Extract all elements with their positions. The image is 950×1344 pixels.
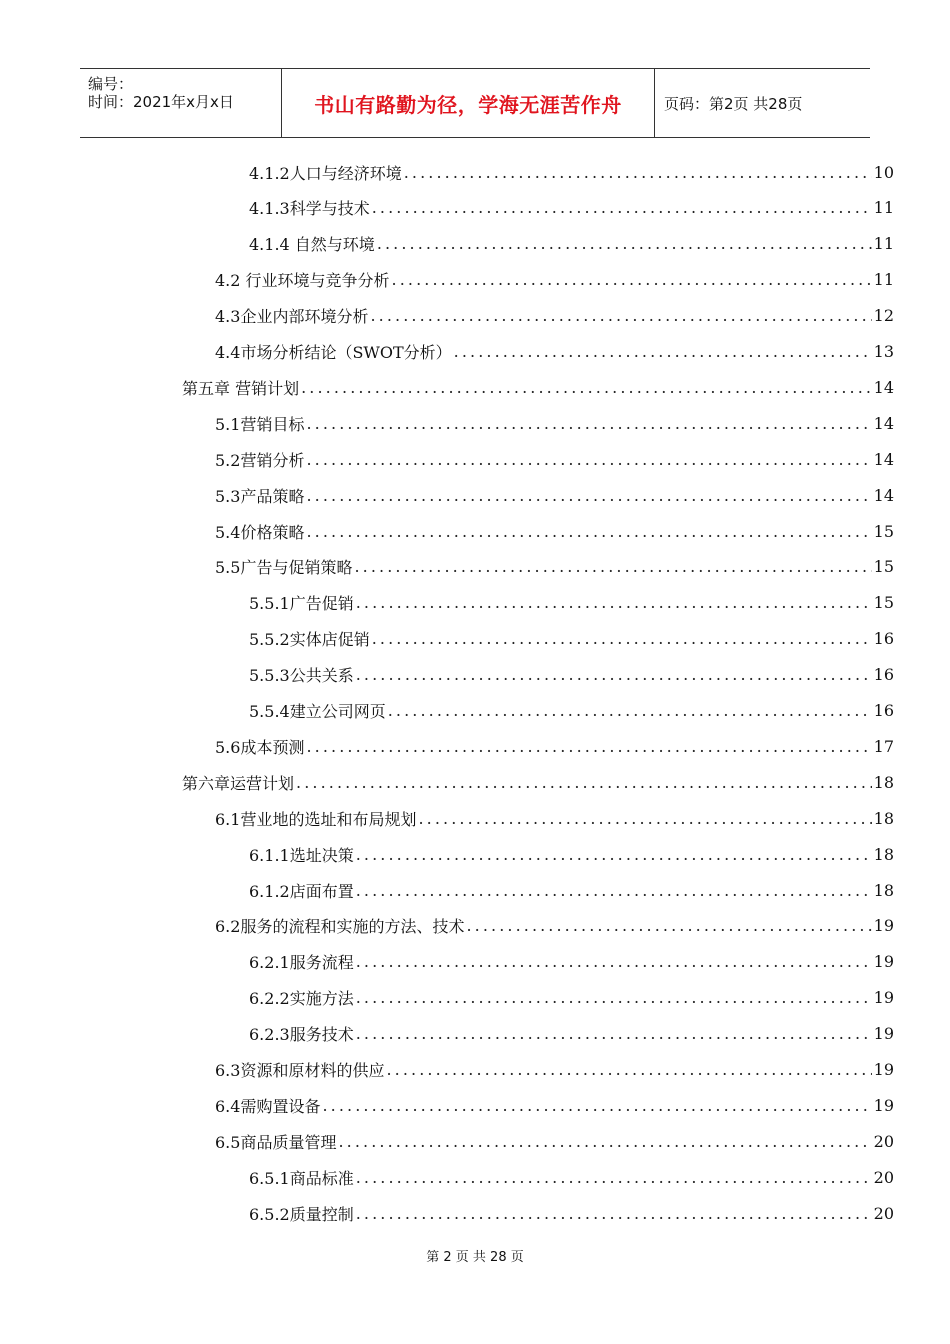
toc-entry-page: 12 [873, 306, 894, 326]
toc-entry-page: 10 [873, 162, 894, 182]
toc-entry[interactable] [215, 405, 894, 441]
toc-entry-page: 19 [873, 1024, 894, 1044]
toc-entry-page: 19 [873, 1060, 894, 1079]
toc-entry-title: 4.2 行业环境与竞争分析 [215, 271, 390, 291]
toc-entry-page: 15 [873, 593, 894, 613]
page-footer: 第 2 页 共 28 页 [426, 1250, 524, 1265]
toc-entry-title: 4.3企业内部环境分析 [215, 307, 369, 327]
toc-dot-leader [306, 737, 871, 756]
toc-entry-title: 6.5.1商品标准 [249, 1168, 354, 1188]
toc-entry-page: 17 [873, 736, 894, 756]
toc-entry[interactable] [215, 334, 894, 370]
toc-dot-leader [392, 270, 872, 289]
toc-entry[interactable] [249, 1195, 894, 1231]
toc-entry-page: 11 [873, 198, 894, 218]
toc-dot-leader [356, 845, 872, 864]
toc-entry[interactable] [249, 693, 894, 729]
toc-entry-title: 第五章 营销计划 [182, 378, 300, 398]
toc-entry-page: 11 [873, 270, 894, 290]
toc-dot-leader [356, 1204, 872, 1223]
toc-dot-leader [466, 916, 871, 935]
toc-entry-page: 18 [873, 772, 894, 792]
toc-dot-leader [418, 809, 871, 828]
toc-entry-title: 6.1.2店面布置 [249, 881, 354, 901]
toc-entry-title: 6.2.2实施方法 [249, 989, 354, 1009]
toc-dot-leader [386, 1060, 871, 1079]
toc-entry[interactable] [215, 549, 894, 585]
toc-dot-leader [356, 593, 872, 612]
toc-entry-title: 6.3资源和原材料的供应 [215, 1061, 385, 1080]
toc-entry-title: 4.4市场分析结论（SWOT分析） [215, 343, 452, 362]
toc-entry-page: 16 [873, 629, 894, 649]
toc-dot-leader [322, 1096, 871, 1115]
toc-entry-title: 5.5.3公共关系 [249, 666, 354, 686]
toc-dot-leader [306, 522, 871, 541]
toc-dot-leader [306, 450, 871, 469]
toc-entry-title: 6.1.1选址决策 [249, 845, 354, 865]
toc-entry[interactable] [249, 657, 894, 693]
toc-entry-page: 19 [873, 916, 894, 936]
toc-entry-title: 6.2.3服务技术 [249, 1025, 354, 1045]
toc-entry[interactable] [249, 190, 894, 226]
toc-entry[interactable] [249, 621, 894, 657]
toc-entry-title: 6.2服务的流程和实施的方法、技术 [215, 917, 465, 937]
toc-entry-title: 5.2营销分析 [215, 450, 305, 470]
toc-dot-leader [372, 629, 872, 648]
toc-entry-page: 18 [873, 880, 894, 900]
toc-dot-leader [454, 342, 872, 361]
toc-entry-title: 5.5.2实体店促销 [249, 630, 370, 650]
toc-entry-page: 14 [873, 485, 894, 505]
toc-entry[interactable] [215, 1052, 894, 1088]
toc-entry-page: 11 [873, 234, 894, 254]
toc-dot-leader [377, 234, 872, 253]
toc-entry-title: 6.5.2质量控制 [249, 1204, 354, 1224]
toc-entry[interactable] [182, 764, 894, 800]
document-header [80, 68, 870, 138]
toc-entry-page: 18 [873, 844, 894, 864]
toc-dot-leader [372, 198, 872, 217]
header-motto-cell [282, 69, 655, 137]
toc-dot-leader [356, 952, 872, 971]
toc-dot-leader [296, 773, 872, 792]
toc-entry-page: 20 [873, 1131, 894, 1151]
toc-entry-page: 14 [873, 377, 894, 397]
toc-entry-title: 5.4价格策略 [215, 522, 305, 542]
toc-entry-title: 5.5.1广告促销 [249, 594, 354, 614]
toc-entry-title: 第六章运营计划 [182, 773, 295, 793]
toc-entry[interactable] [249, 944, 894, 980]
toc-dot-leader [388, 701, 872, 720]
toc-entry[interactable] [182, 369, 894, 405]
toc-entry-title: 6.5商品质量管理 [215, 1132, 337, 1152]
toc-entry[interactable] [215, 262, 894, 298]
toc-dot-leader [356, 1024, 872, 1043]
toc-dot-leader [306, 414, 871, 433]
toc-dot-leader [354, 557, 871, 576]
toc-entry-page: 20 [873, 1203, 894, 1223]
toc-entry-page: 18 [873, 808, 894, 828]
toc-entry[interactable] [215, 298, 894, 334]
document-code-label: 编号： [88, 75, 134, 93]
toc-entry[interactable] [249, 226, 894, 262]
toc-dot-leader [301, 378, 872, 397]
toc-entry-page: 20 [873, 1167, 894, 1187]
toc-entry-page: 15 [873, 521, 894, 541]
toc-entry-page: 19 [873, 952, 894, 972]
toc-entry-title: 5.1营销目标 [215, 414, 305, 434]
toc-entry[interactable] [215, 1087, 894, 1123]
toc-dot-leader [356, 988, 872, 1007]
toc-entry[interactable] [249, 154, 894, 190]
toc-dot-leader [306, 486, 871, 505]
toc-entry[interactable] [249, 1159, 894, 1195]
document-time-label: 时间：2021年x月x日 [88, 93, 234, 111]
toc-entry[interactable] [215, 800, 894, 836]
toc-entry-title: 5.5.4建立公司网页 [249, 702, 386, 721]
header-motto: 书山有路勤为径，学海无涯苦作舟 [314, 92, 622, 117]
toc-entry-title: 6.2.1服务流程 [249, 953, 354, 973]
toc-entry-page: 19 [873, 988, 894, 1008]
header-meta-cell [80, 69, 282, 137]
toc-entry[interactable] [215, 441, 894, 477]
toc-entry-page: 13 [873, 342, 894, 361]
toc-entry[interactable] [215, 1123, 894, 1159]
toc-entry[interactable] [249, 1016, 894, 1052]
toc-dot-leader [338, 1132, 871, 1151]
toc-entry-title: 4.1.2人口与经济环境 [249, 163, 402, 183]
toc-entry-page: 19 [873, 1095, 894, 1115]
toc-entry-title: 6.4需购置设备 [215, 1096, 321, 1116]
header-page-info: 页码：第2页 共28页 [664, 94, 803, 113]
toc-dot-leader [356, 1168, 872, 1187]
toc-dot-leader [356, 665, 872, 684]
toc-entry-title: 5.3产品策略 [215, 486, 305, 506]
toc-entry[interactable] [215, 908, 894, 944]
toc-entry[interactable] [249, 836, 894, 872]
toc-dot-leader [356, 881, 872, 900]
toc-entry[interactable] [249, 872, 894, 908]
header-page-cell [664, 69, 870, 137]
toc-entry-title: 4.1.3科学与技术 [249, 199, 370, 219]
toc-dot-leader [404, 163, 872, 182]
toc-entry-page: 16 [873, 701, 894, 720]
toc-entry-page: 15 [873, 557, 894, 577]
toc-entry[interactable] [215, 513, 894, 549]
toc-entry-title: 5.6成本预测 [215, 737, 305, 757]
toc-entry-title: 4.1.4 自然与环境 [249, 235, 375, 255]
toc-entry-title: 5.5广告与促销策略 [215, 558, 353, 578]
toc-entry[interactable] [215, 728, 894, 764]
toc-entry-page: 16 [873, 665, 894, 685]
toc-entry[interactable] [249, 585, 894, 621]
toc-dot-leader [370, 306, 871, 325]
toc-entry-page: 14 [873, 413, 894, 433]
toc-entry-title: 6.1营业地的选址和布局规划 [215, 809, 417, 829]
toc-entry[interactable] [249, 980, 894, 1016]
toc-entry[interactable] [215, 477, 894, 513]
toc-entry-page: 14 [873, 449, 894, 469]
